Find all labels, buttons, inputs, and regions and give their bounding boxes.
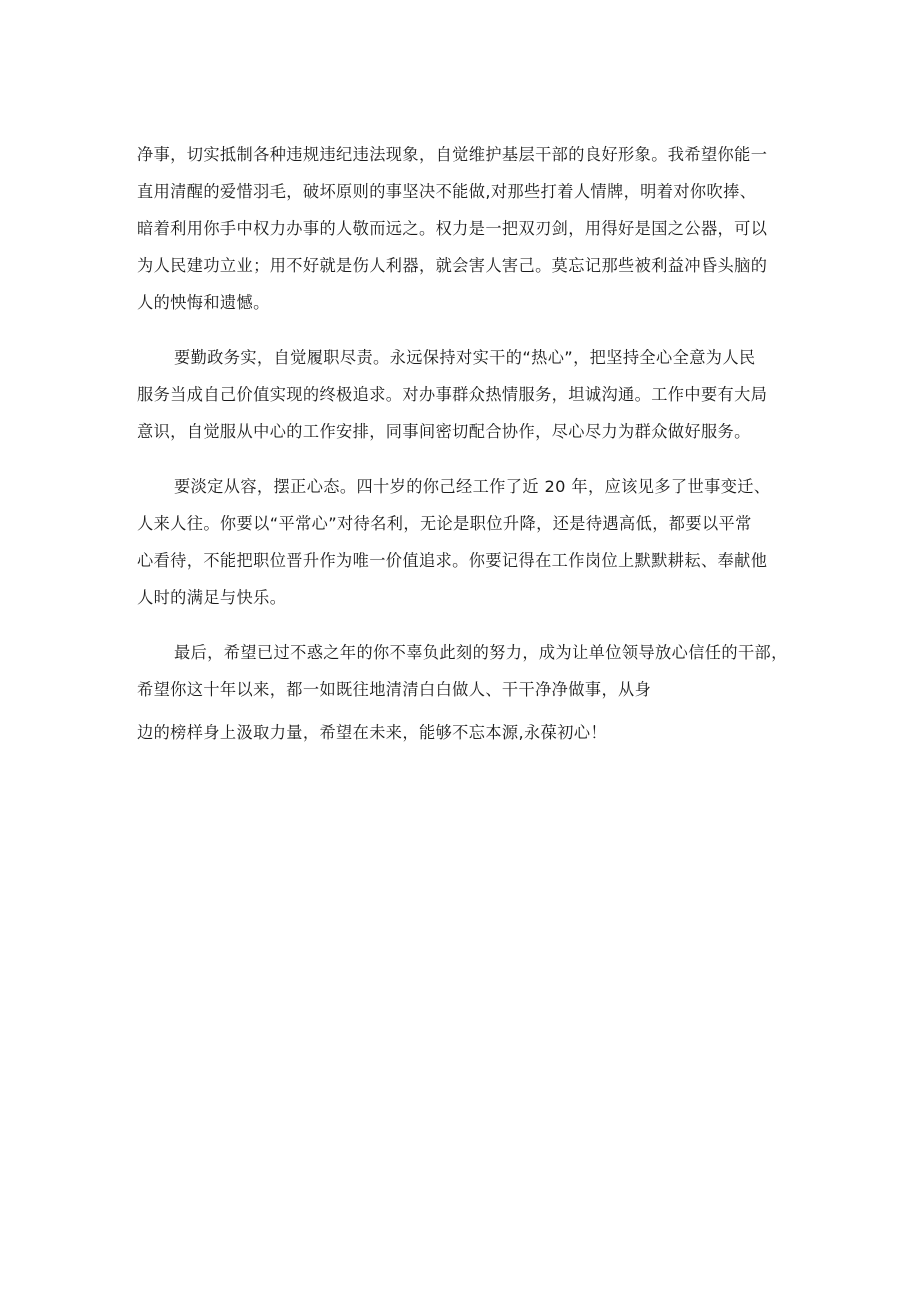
text-line: 暗着利用你手中权力办事的人敬而远之。权力是一把双刃剑，用得好是国之公器，可以	[137, 219, 768, 238]
text-line: 希望你这十年以来，都一如既往地清清白白做人、干干净净做事，从身	[137, 680, 652, 699]
text-line: 要勤政务实，自觉履职尽责。永远保持对实干的“热心”，把坚持全心全意为人民	[174, 348, 756, 367]
paragraph-diligence	[137, 339, 787, 450]
text-line: 直用清醒的爱惜羽毛，破坏原则的事坚决不能做,对那些打着人情牌，明着对你吹捧、	[137, 182, 757, 201]
document-body	[137, 136, 787, 769]
paragraph-integrity	[137, 136, 787, 321]
text-line: 服务当成自己价值实现的终极追求。对办事群众热情服务，坦诚沟通。工作中要有大局	[137, 385, 768, 404]
text-line: 人的怏悔和遗憾。	[137, 293, 270, 312]
text-line: 最后，希望已过不惑之年的你不辜负此刻的努力，成为让单位领导放心信任的干部，	[174, 643, 788, 662]
paragraph-closing	[137, 634, 787, 751]
text-line: 边的榜样身上汲取力量，希望在未来，能够不忘本源,永葆初心！	[137, 723, 607, 742]
text-line: 要淡定从容，摆正心态。四十岁的你己经工作了近 20 年，应该见多了世事变迁、	[174, 477, 771, 496]
text-line: 心看待，不能把职位晋升作为唯一价值追求。你要记得在工作岗位上默默耕耘、奉献他	[137, 551, 768, 570]
text-line: 为人民建功立业；用不好就是伤人利器，就会害人害己。莫忘记那些被利益冲昏头脑的	[137, 256, 768, 275]
paragraph-composure	[137, 468, 787, 616]
text-line: 意识，自觉服从中心的工作安排，同事间密切配合协作，尽心尽力为群众做好服务。	[137, 422, 751, 441]
text-line: 净事，切实抵制各种违规违纪违法现象，自觉维护基层干部的良好形象。我希望你能一	[137, 145, 768, 164]
text-line: 人来人往。你要以“平常心”对待名利，无论是职位升降，还是待遇高低，都要以平常	[137, 514, 752, 533]
text-line: 人时的满足与快乐。	[137, 588, 287, 607]
